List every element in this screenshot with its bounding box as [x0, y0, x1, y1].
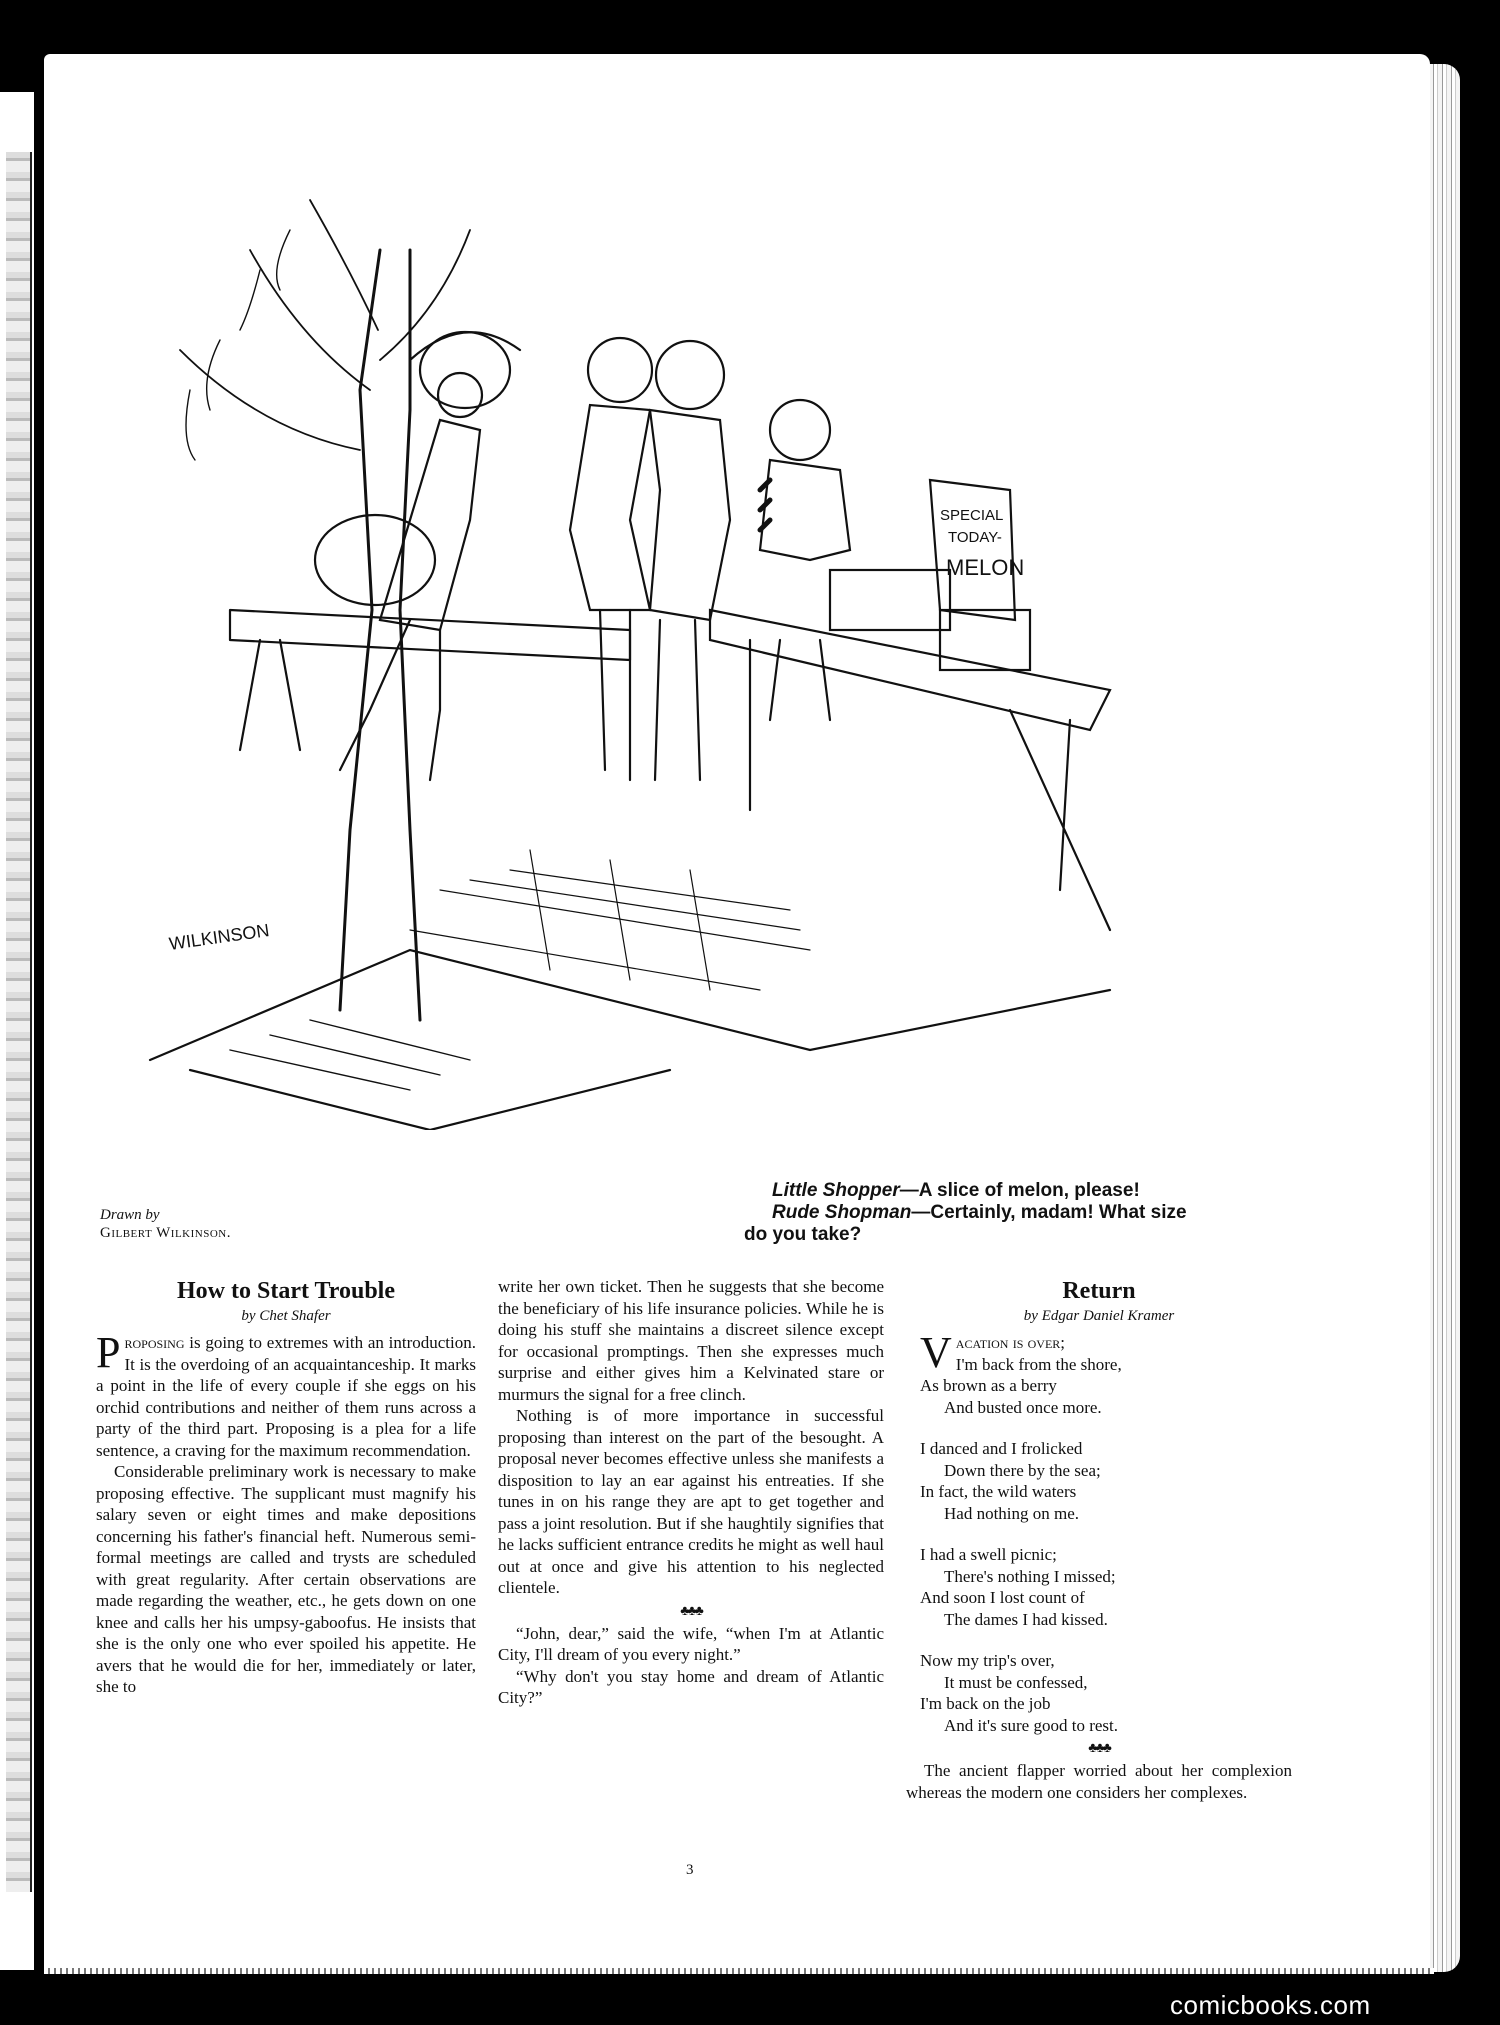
article-paragraph-4: Nothing is of more importance in successful proposing than interest on the part of the besought. A proposal never becomes effective unless she manifests a disposition to lay an ear against his entreaties. If she tunes in on his range they are apt to get together and pass a joint resolution. But if she haughtily signifies that he lacks sufficient entrance credits he might as well haul out at once and give his attention to his neglected clientele. — [498, 1406, 884, 1597]
joke-line-2: “Why don't you stay home and dream of Atlantic City?” — [498, 1666, 884, 1707]
tree-trunk — [340, 250, 420, 1020]
column-2 — [498, 1276, 884, 1709]
basket — [315, 515, 435, 605]
closing-joke: The ancient flapper worried about her complexion whereas the modern one considers her complexes. — [906, 1761, 1292, 1802]
caption-line-3: do you take? — [744, 1224, 862, 1245]
poem-byline: by Edgar Daniel Kramer — [1023, 1308, 1175, 1324]
article-paragraph-1: Proposing is going to extremes with an introduction. It is the overdoing of an acquaintanceship. It marks a point in the life of every couple if she eggs on his orchid contributions and neither of them runs across a party of the third part. Proposing is a plea for a life sentence, a craving for the maximum recommendation. — [96, 1328, 476, 1460]
sign-line-3: MELON — [946, 555, 1025, 580]
drop-cap: P — [96, 1328, 121, 1377]
girls-legs — [600, 610, 700, 780]
section-dingbat: ♣♣♣ — [680, 1603, 702, 1619]
caption-line-1: —A slice of melon, please! — [899, 1180, 1140, 1201]
cartoon-drawing — [110, 190, 1300, 1130]
bench-leg — [240, 640, 300, 750]
poem-stanza-2: I danced and I frolicked Down there by the sea; In fact, the wild waters Had nothing on me. — [920, 1439, 1101, 1523]
poem-body — [906, 1328, 1292, 1736]
special-sign — [930, 480, 1015, 620]
seated-girl-legs — [340, 620, 440, 780]
bench-rail — [230, 610, 630, 660]
page-bottom-edge — [44, 1968, 1434, 1974]
poem-stanza-3: I had a swell picnic; There's nothing I missed; And soon I lost count of The dames I had kissed. — [920, 1545, 1116, 1629]
sign-line-1: SPECIAL — [940, 507, 1004, 524]
article-paragraph-3: write her own ticket. Then he suggests that she become the beneficiary of his life insurance policies. While he is doing his stuff she maintains a discreet silence except for occasional promptings. Then she expresses much surprise and either gives him a Kelvinated stare or murmurs the signal for a free clinch. — [498, 1277, 884, 1404]
page-number: 3 — [686, 1862, 694, 1878]
joke-line-1: “John, dear,” said the wife, “when I'm at Atlantic City, I'll dream of you every night.” — [498, 1623, 884, 1664]
boy-shirt — [760, 460, 850, 560]
poem-title: Return — [1062, 1278, 1136, 1304]
section-dingbat-2: ♣♣♣ — [1088, 1741, 1110, 1756]
caption-speaker-2: Rude Shopman — [772, 1202, 912, 1223]
column-3 — [906, 1276, 1292, 1803]
credit-line-2: Gilbert Wilkinson. — [100, 1225, 231, 1241]
pavement-edge — [150, 950, 1110, 1060]
cartoon-caption — [744, 1180, 1292, 1246]
caption-line-2: —Certainly, madam! What size — [911, 1202, 1187, 1223]
poem-stanza-4: Now my trip's over, It must be confessed, I'm back on the job And it's sure good to rest. — [920, 1651, 1118, 1735]
girl-left-dress — [570, 405, 660, 610]
melon-crate — [830, 570, 950, 630]
watermark: comicbooks.com — [1170, 1990, 1371, 2020]
artist-signature: WILKINSON — [167, 920, 271, 954]
girl-right-dress — [630, 410, 730, 620]
cartoon-illustration — [110, 190, 1300, 1130]
sign-line-2: TODAY- — [948, 529, 1002, 546]
article-title: How to Start Trouble — [176, 1278, 395, 1304]
article-byline: by Chet Shafer — [241, 1308, 331, 1324]
caption-speaker-1: Little Shopper — [772, 1180, 900, 1201]
credit-line-1: Drawn by — [100, 1207, 160, 1223]
previous-page-edge — [0, 92, 34, 1970]
column-1 — [96, 1276, 476, 1698]
seated-girl-dress — [380, 420, 480, 630]
poem-drop-cap: V — [920, 1328, 952, 1377]
poem-stanza-1: Vacation is over; I'm back from the shore, As brown as a berry And busted once more. — [920, 1328, 1122, 1417]
article-paragraph-2: Considerable preliminary work is necessary to make proposing effective. The supplicant must magnify his salary seven or eight times and make depositions concerning his father's financial heft. Numerous semi-formal meetings are called and trysts are scheduled with great regularity. After certain observations are made regarding the weather, etc., he gets down on one knee and calls her his umpsy-gaboofus. He insists that she is the only one who ever spoiled his appetite. He avers that he would die for her, immediately or later, she to — [96, 1462, 476, 1696]
boy-legs — [770, 640, 830, 720]
illustration-credit — [100, 1206, 231, 1242]
